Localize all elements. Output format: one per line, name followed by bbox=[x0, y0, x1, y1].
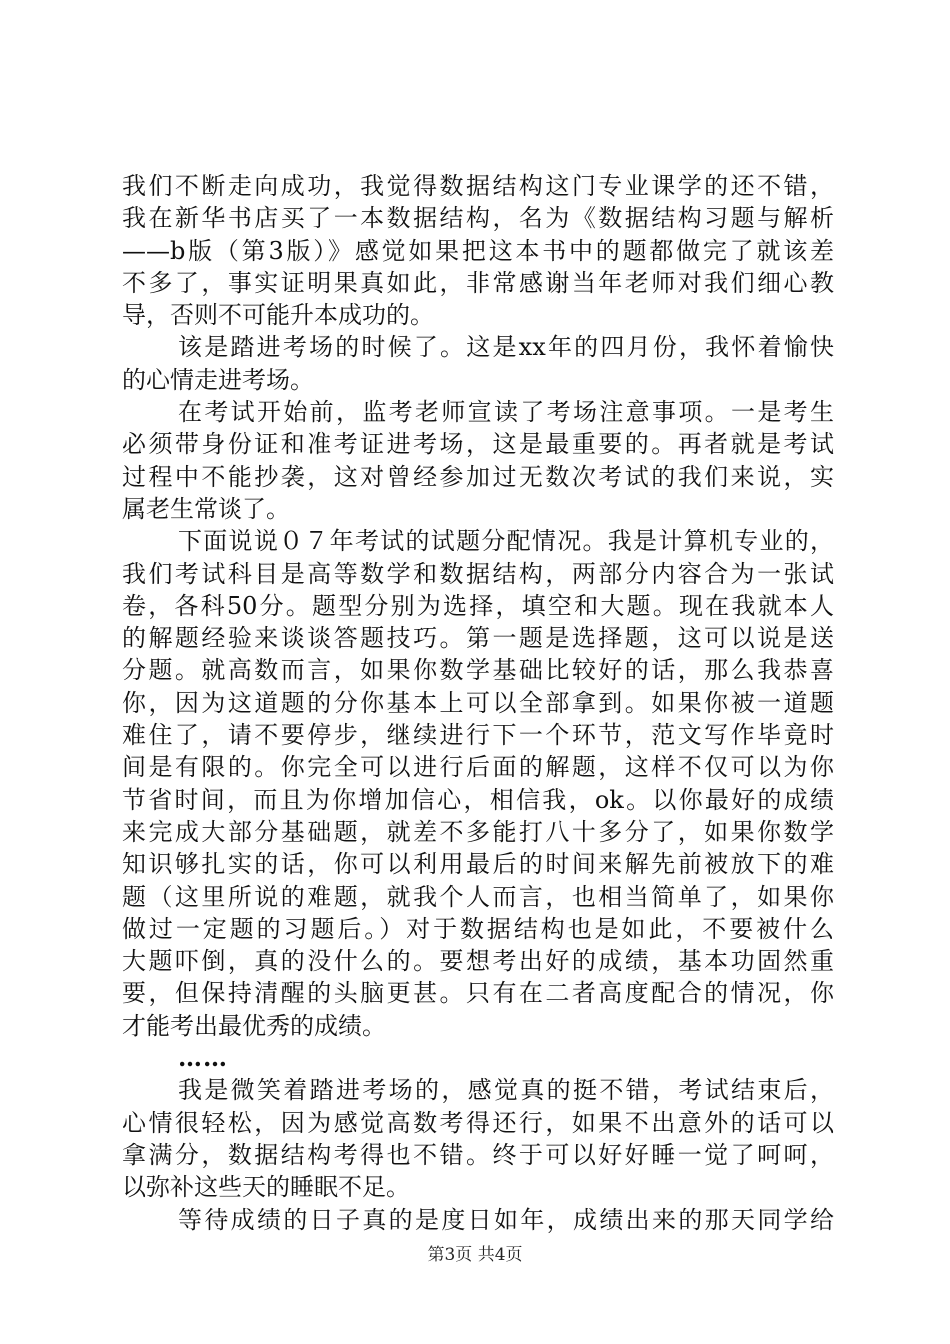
text-line: 的解题经验来谈谈答题技巧。第一题是选择题，这可以说是送 bbox=[122, 624, 834, 653]
text-line: 过程中不能抄袭，这对曾经参加过无数次考试的我们来说，实 bbox=[122, 462, 834, 491]
text-line: 我们不断走向成功，我觉得数据结构这门专业课学的还不错， bbox=[122, 172, 834, 200]
text-line: 题（这里所说的难题，就我个人而言，也相当简单了，如果你 bbox=[122, 882, 834, 911]
text-line: 拿满分，数据结构考得也不错。终于可以好好睡一觉了呵呵， bbox=[122, 1140, 834, 1169]
text-line: 属老生常谈了。 bbox=[122, 494, 290, 523]
text-line: 导，否则不可能升本成功的。 bbox=[122, 301, 434, 330]
text-line: 该是踏进考场的时候了。这是xx年的四月份，我怀着愉快 bbox=[178, 333, 834, 362]
text-line: 节省时间，而且为你增加信心，相信我，ok。以你最好的成绩 bbox=[122, 785, 834, 814]
text-line: 心情很轻松，因为感觉高数考得还行，如果不出意外的话可以 bbox=[122, 1108, 834, 1137]
text-line: 我在新华书店买了一本数据结构，名为《数据结构习题与解析 bbox=[122, 204, 834, 233]
text-line: 在考试开始前，监考老师宣读了考场注意事项。一是考生 bbox=[178, 398, 834, 427]
text-line: 来完成大部分基础题，就差不多能打八十多分了，如果你数学 bbox=[122, 817, 834, 846]
text-line: 的心情走进考场。 bbox=[122, 365, 314, 394]
text-line: 我是微笑着踏进考场的，感觉真的挺不错，考试结束后， bbox=[178, 1076, 834, 1105]
text-line: 大题吓倒，真的没什么的。要想考出好的成绩，基本功固然重 bbox=[122, 947, 834, 976]
text-line: 必须带身份证和准考证进考场，这是最重要的。再者就是考试 bbox=[122, 430, 834, 459]
text-line: 等待成绩的日子真的是度日如年，成绩出来的那天同学给 bbox=[178, 1205, 834, 1234]
ellipsis-line: …… bbox=[178, 1043, 228, 1073]
document-body bbox=[122, 170, 834, 1236]
text-line: ——b版（第3版）》感觉如果把这本书中的题都做完了就该差 bbox=[122, 236, 834, 265]
text-line: 难住了，请不要停步，继续进行下一个环节，范文写作毕竟时 bbox=[122, 721, 834, 750]
text-line: 卷，各科50分。题型分别为选择，填空和大题。现在我就本人 bbox=[122, 591, 834, 620]
text-line: 要，但保持清醒的头脑更甚。只有在二者高度配合的情况，你 bbox=[122, 979, 834, 1008]
text-line: 间是有限的。你完全可以进行后面的解题，这样不仅可以为你 bbox=[122, 753, 834, 782]
text-line: 以弥补这些天的睡眠不足。 bbox=[122, 1173, 410, 1202]
text-line: 做过一定题的习题后。）对于数据结构也是如此，不要被什么 bbox=[122, 914, 834, 943]
text-line: 你，因为这道题的分你基本上可以全部拿到。如果你被一道题 bbox=[122, 688, 834, 717]
text-line: 我们考试科目是高等数学和数据结构，两部分内容合为一张试 bbox=[122, 559, 834, 588]
page-footer: 第3页 共4页 bbox=[427, 1245, 523, 1265]
text-line: 才能考出最优秀的成绩。 bbox=[122, 1011, 386, 1040]
text-line: 分题。就高数而言，如果你数学基础比较好的话，那么我恭喜 bbox=[122, 656, 834, 685]
text-line: 知识够扎实的话，你可以利用最后的时间来解先前被放下的难 bbox=[122, 850, 834, 879]
text-line: 下面说说０７年考试的试题分配情况。我是计算机专业的， bbox=[178, 527, 834, 556]
text-line: 不多了，事实证明果真如此，非常感谢当年老师对我们细心教 bbox=[122, 268, 834, 297]
